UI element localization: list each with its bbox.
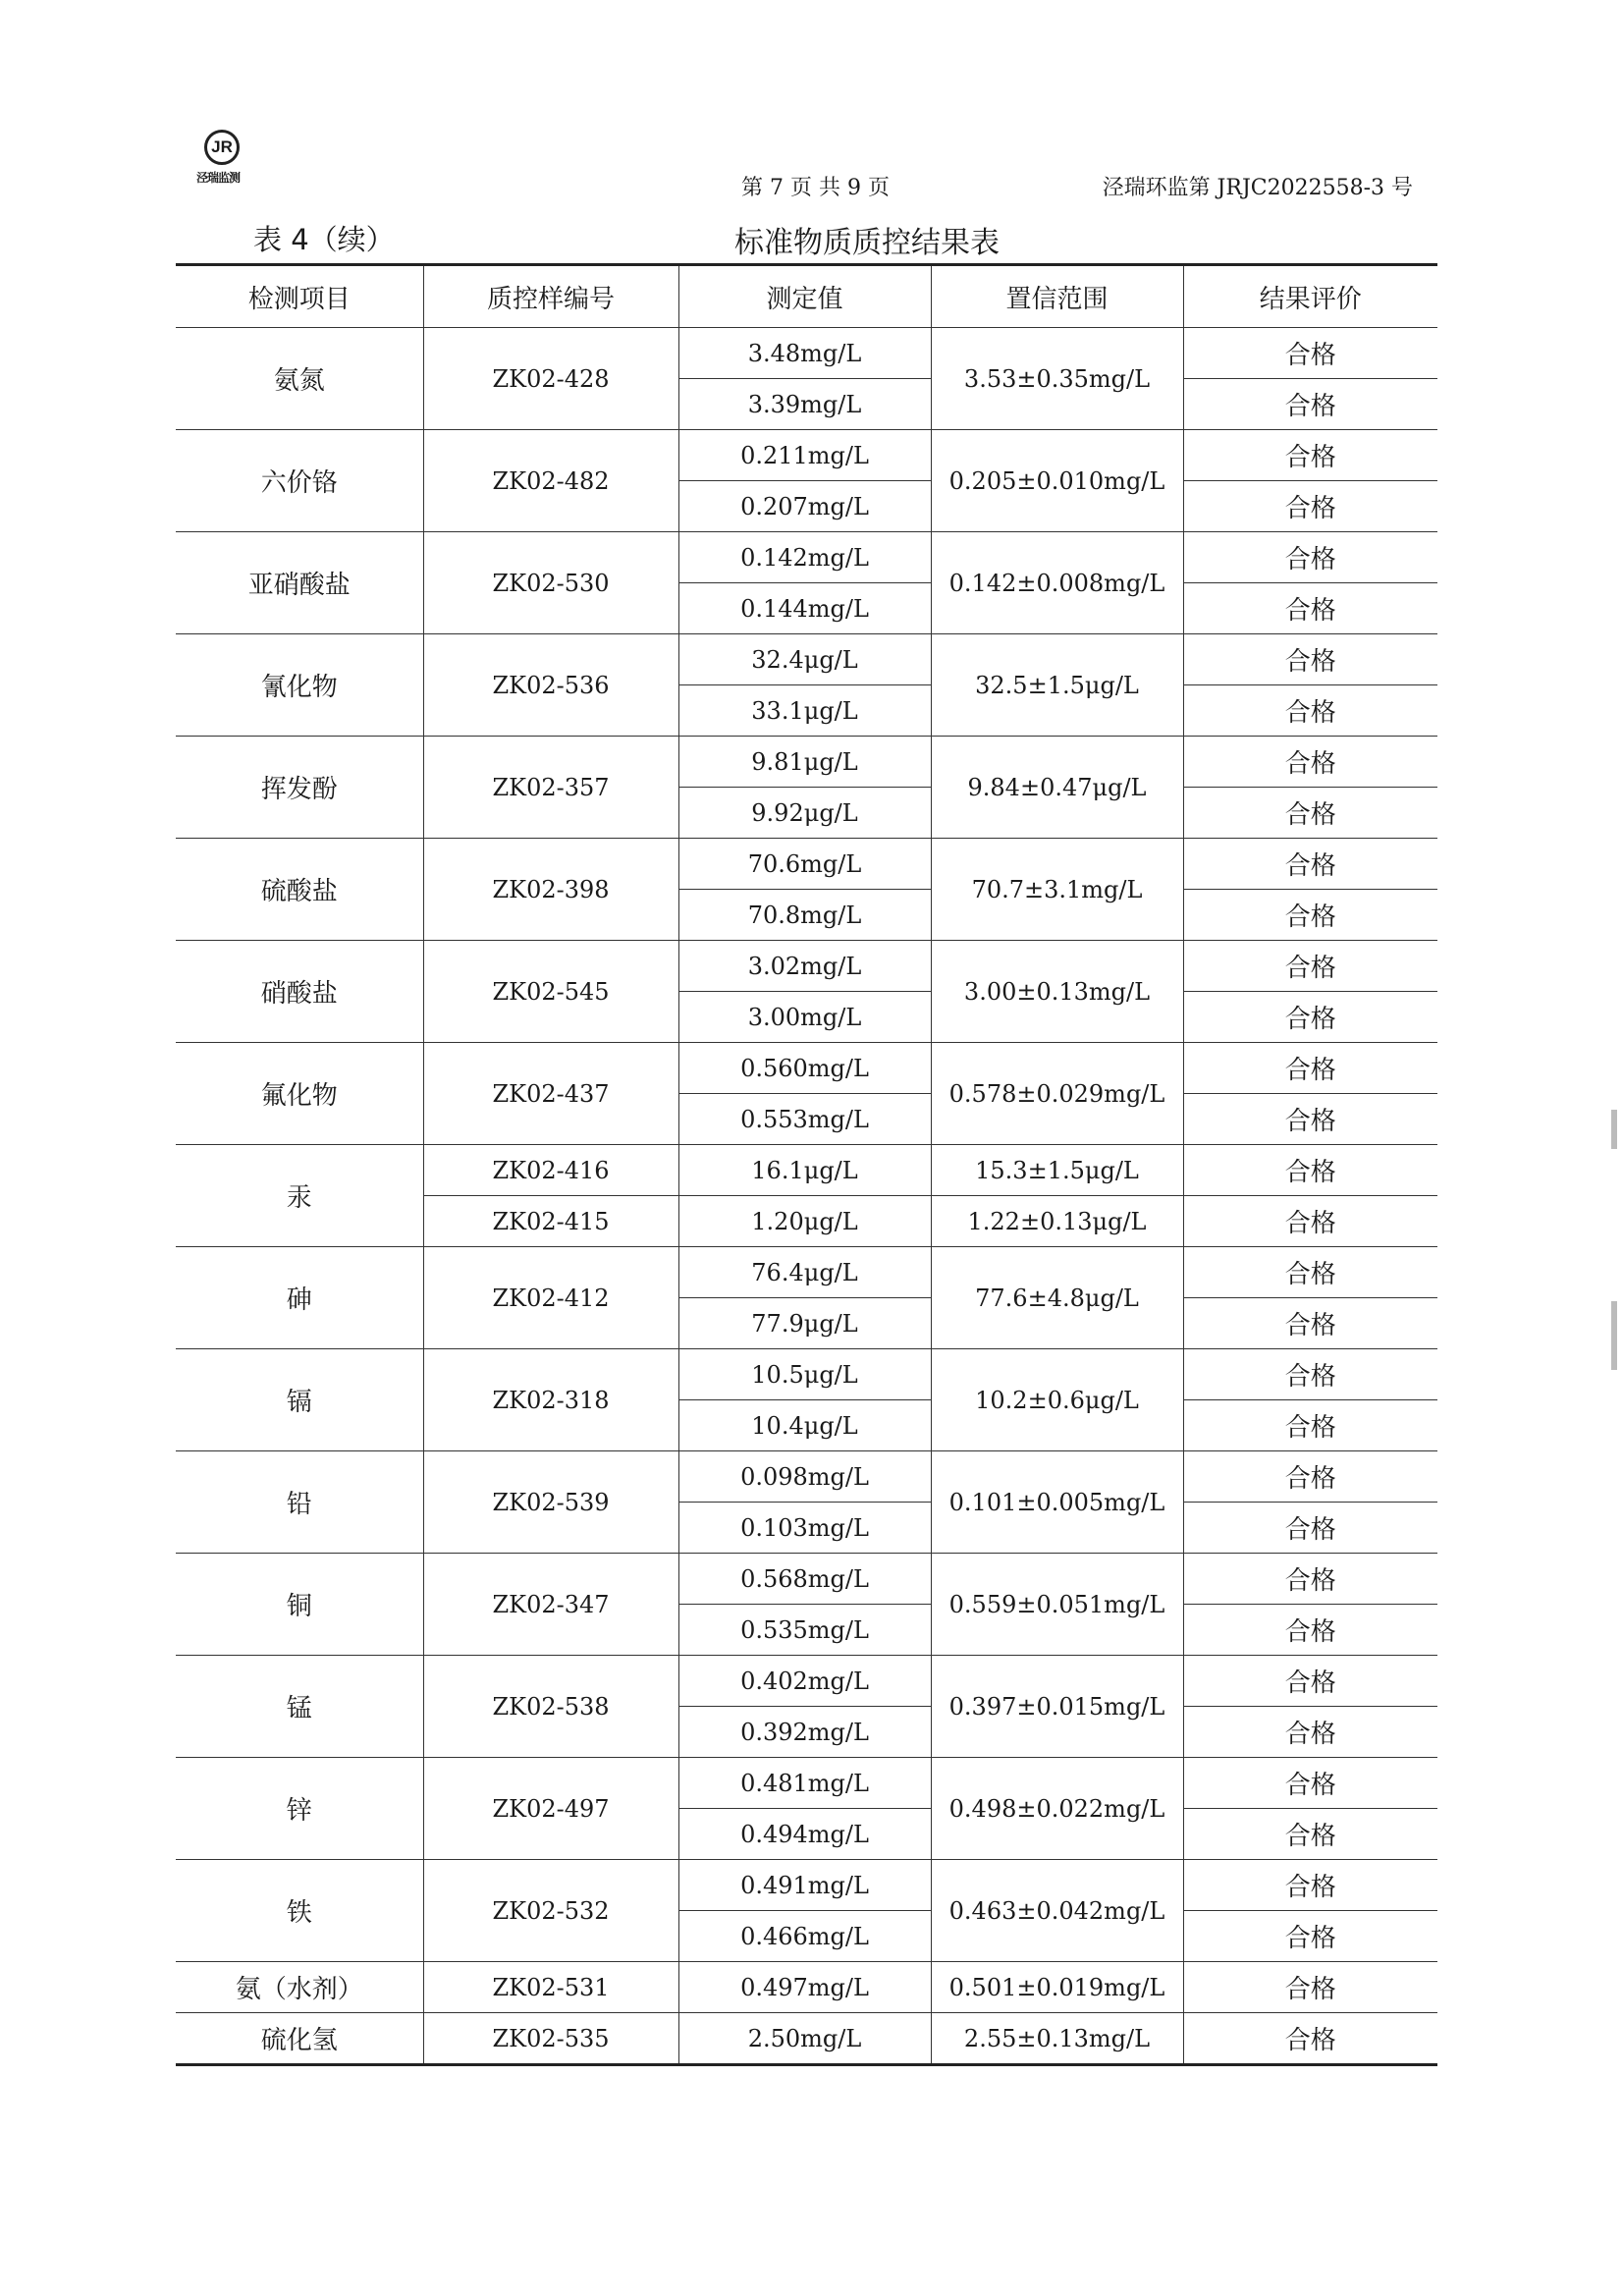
cell-result: 合格 [1183, 1554, 1437, 1605]
cell-code: ZK02-416 [423, 1145, 678, 1196]
cell-measured: 0.103mg/L [678, 1503, 931, 1554]
cell-item: 汞 [176, 1145, 423, 1247]
logo-mark: JR [204, 130, 240, 165]
cell-measured: 3.39mg/L [678, 379, 931, 430]
cell-range: 0.205±0.010mg/L [931, 430, 1183, 532]
scan-edge-mark [1611, 1301, 1617, 1370]
table-row [176, 1247, 1437, 1298]
table-row [176, 1758, 1437, 1809]
cell-code: ZK02-428 [423, 328, 678, 430]
cell-measured: 0.535mg/L [678, 1605, 931, 1656]
cell-result: 合格 [1183, 1145, 1437, 1196]
cell-result: 合格 [1183, 890, 1437, 941]
cell-result: 合格 [1183, 1247, 1437, 1298]
cell-measured: 9.81μg/L [678, 737, 931, 788]
cell-range: 0.397±0.015mg/L [931, 1656, 1183, 1758]
cell-code: ZK02-536 [423, 634, 678, 737]
cell-item: 氨（水剂） [176, 1962, 423, 2013]
cell-result: 合格 [1183, 2013, 1437, 2065]
col-header-code: 质控样编号 [423, 266, 678, 328]
cell-result: 合格 [1183, 1094, 1437, 1145]
cell-measured: 0.491mg/L [678, 1860, 931, 1911]
table-row [176, 1145, 1437, 1196]
cell-range: 0.559±0.051mg/L [931, 1554, 1183, 1656]
cell-measured: 3.00mg/L [678, 992, 931, 1043]
cell-range: 0.578±0.029mg/L [931, 1043, 1183, 1145]
cell-result: 合格 [1183, 1298, 1437, 1349]
cell-measured: 0.142mg/L [678, 532, 931, 583]
cell-code: ZK02-347 [423, 1554, 678, 1656]
cell-measured: 9.92μg/L [678, 788, 931, 839]
cell-measured: 33.1μg/L [678, 685, 931, 737]
cell-item: 亚硝酸盐 [176, 532, 423, 634]
col-header-measured: 测定值 [678, 266, 931, 328]
cell-range: 3.00±0.13mg/L [931, 941, 1183, 1043]
table-row [176, 737, 1437, 788]
cell-result: 合格 [1183, 1503, 1437, 1554]
table-row [176, 1962, 1437, 2013]
cell-item: 镉 [176, 1349, 423, 1451]
cell-code: ZK02-412 [423, 1247, 678, 1349]
cell-result: 合格 [1183, 1196, 1437, 1247]
cell-code: ZK02-437 [423, 1043, 678, 1145]
col-header-range: 置信范围 [931, 266, 1183, 328]
cell-result: 合格 [1183, 1707, 1437, 1758]
cell-measured: 10.4μg/L [678, 1400, 931, 1451]
cell-result: 合格 [1183, 1656, 1437, 1707]
cell-item: 挥发酚 [176, 737, 423, 839]
cell-result: 合格 [1183, 1451, 1437, 1503]
cell-range: 77.6±4.8μg/L [931, 1247, 1183, 1349]
cell-range: 0.498±0.022mg/L [931, 1758, 1183, 1860]
cell-result: 合格 [1183, 1758, 1437, 1809]
cell-result: 合格 [1183, 1911, 1437, 1962]
table-row [176, 1554, 1437, 1605]
cell-measured: 0.568mg/L [678, 1554, 931, 1605]
cell-range: 3.53±0.35mg/L [931, 328, 1183, 430]
cell-code: ZK02-530 [423, 532, 678, 634]
cell-measured: 0.144mg/L [678, 583, 931, 634]
cell-measured: 1.20μg/L [678, 1196, 931, 1247]
cell-measured: 0.466mg/L [678, 1911, 931, 1962]
cell-range: 32.5±1.5μg/L [931, 634, 1183, 737]
table-row [176, 941, 1437, 992]
cell-result: 合格 [1183, 992, 1437, 1043]
cell-measured: 70.6mg/L [678, 839, 931, 890]
cell-measured: 0.481mg/L [678, 1758, 931, 1809]
scan-edge-mark [1611, 1110, 1617, 1149]
cell-code: ZK02-532 [423, 1860, 678, 1962]
company-logo [196, 130, 253, 189]
cell-range: 9.84±0.47μg/L [931, 737, 1183, 839]
cell-result: 合格 [1183, 1349, 1437, 1400]
table-row [176, 634, 1437, 685]
cell-code: ZK02-545 [423, 941, 678, 1043]
cell-code: ZK02-531 [423, 1962, 678, 2013]
cell-code: ZK02-357 [423, 737, 678, 839]
cell-code: ZK02-398 [423, 839, 678, 941]
table-body [176, 328, 1437, 2065]
cell-code: ZK02-415 [423, 1196, 678, 1247]
cell-measured: 0.207mg/L [678, 481, 931, 532]
cell-code: ZK02-538 [423, 1656, 678, 1758]
cell-item: 氟化物 [176, 1043, 423, 1145]
qc-results-table [176, 266, 1437, 2066]
cell-result: 合格 [1183, 1400, 1437, 1451]
table-row [176, 1860, 1437, 1911]
cell-result: 合格 [1183, 941, 1437, 992]
table-row [176, 430, 1437, 481]
table-row [176, 328, 1437, 379]
table-row [176, 839, 1437, 890]
cell-result: 合格 [1183, 379, 1437, 430]
cell-result: 合格 [1183, 1605, 1437, 1656]
cell-range: 0.501±0.019mg/L [931, 1962, 1183, 2013]
cell-measured: 2.50mg/L [678, 2013, 931, 2065]
table-row [176, 1349, 1437, 1400]
cell-item: 硫化氢 [176, 2013, 423, 2065]
cell-result: 合格 [1183, 430, 1437, 481]
cell-measured: 10.5μg/L [678, 1349, 931, 1400]
cell-code: ZK02-482 [423, 430, 678, 532]
table-row [176, 1656, 1437, 1707]
cell-result: 合格 [1183, 1962, 1437, 2013]
cell-measured: 70.8mg/L [678, 890, 931, 941]
cell-measured: 32.4μg/L [678, 634, 931, 685]
cell-code: ZK02-318 [423, 1349, 678, 1451]
cell-range: 10.2±0.6μg/L [931, 1349, 1183, 1451]
table-row [176, 1043, 1437, 1094]
cell-measured: 0.098mg/L [678, 1451, 931, 1503]
cell-range: 0.463±0.042mg/L [931, 1860, 1183, 1962]
cell-measured: 0.497mg/L [678, 1962, 931, 2013]
cell-result: 合格 [1183, 685, 1437, 737]
cell-result: 合格 [1183, 788, 1437, 839]
cell-measured: 76.4μg/L [678, 1247, 931, 1298]
cell-measured: 0.211mg/L [678, 430, 931, 481]
col-header-item: 检测项目 [176, 266, 423, 328]
col-header-result: 结果评价 [1183, 266, 1437, 328]
cell-measured: 0.402mg/L [678, 1656, 931, 1707]
cell-result: 合格 [1183, 737, 1437, 788]
cell-code: ZK02-539 [423, 1451, 678, 1554]
cell-range: 70.7±3.1mg/L [931, 839, 1183, 941]
table-header-row [176, 266, 1437, 328]
cell-result: 合格 [1183, 1860, 1437, 1911]
cell-item: 铜 [176, 1554, 423, 1656]
cell-measured: 0.392mg/L [678, 1707, 931, 1758]
cell-item: 硝酸盐 [176, 941, 423, 1043]
cell-measured: 0.494mg/L [678, 1809, 931, 1860]
cell-result: 合格 [1183, 634, 1437, 685]
cell-item: 锌 [176, 1758, 423, 1860]
cell-measured: 16.1μg/L [678, 1145, 931, 1196]
report-number: 泾瑞环监第 JRJC2022558-3 号 [1102, 176, 1413, 200]
cell-item: 锰 [176, 1656, 423, 1758]
cell-range: 1.22±0.13μg/L [931, 1196, 1183, 1247]
cell-range: 0.101±0.005mg/L [931, 1451, 1183, 1554]
cell-measured: 0.553mg/L [678, 1094, 931, 1145]
cell-result: 合格 [1183, 1043, 1437, 1094]
cell-item: 硫酸盐 [176, 839, 423, 941]
cell-measured: 77.9μg/L [678, 1298, 931, 1349]
cell-range: 2.55±0.13mg/L [931, 2013, 1183, 2065]
cell-result: 合格 [1183, 532, 1437, 583]
cell-item: 六价铬 [176, 430, 423, 532]
cell-result: 合格 [1183, 839, 1437, 890]
cell-measured: 3.02mg/L [678, 941, 931, 992]
table-row [176, 2013, 1437, 2065]
cell-measured: 3.48mg/L [678, 328, 931, 379]
cell-item: 砷 [176, 1247, 423, 1349]
page-number: 第 7 页 共 9 页 [741, 176, 890, 200]
cell-result: 合格 [1183, 328, 1437, 379]
cell-range: 15.3±1.5μg/L [931, 1145, 1183, 1196]
cell-code: ZK02-497 [423, 1758, 678, 1860]
cell-range: 0.142±0.008mg/L [931, 532, 1183, 634]
cell-result: 合格 [1183, 481, 1437, 532]
table-row [176, 1451, 1437, 1503]
cell-item: 氰化物 [176, 634, 423, 737]
cell-result: 合格 [1183, 583, 1437, 634]
cell-item: 铁 [176, 1860, 423, 1962]
cell-code: ZK02-535 [423, 2013, 678, 2065]
table-title: 标准物质质控结果表 [734, 226, 1000, 260]
cell-result: 合格 [1183, 1809, 1437, 1860]
table-row [176, 532, 1437, 583]
cell-measured: 0.560mg/L [678, 1043, 931, 1094]
logo-text: 泾瑞监测 [196, 171, 241, 185]
cell-item: 氨氮 [176, 328, 423, 430]
table-label: 表 4（续） [253, 223, 395, 256]
cell-item: 铅 [176, 1451, 423, 1554]
